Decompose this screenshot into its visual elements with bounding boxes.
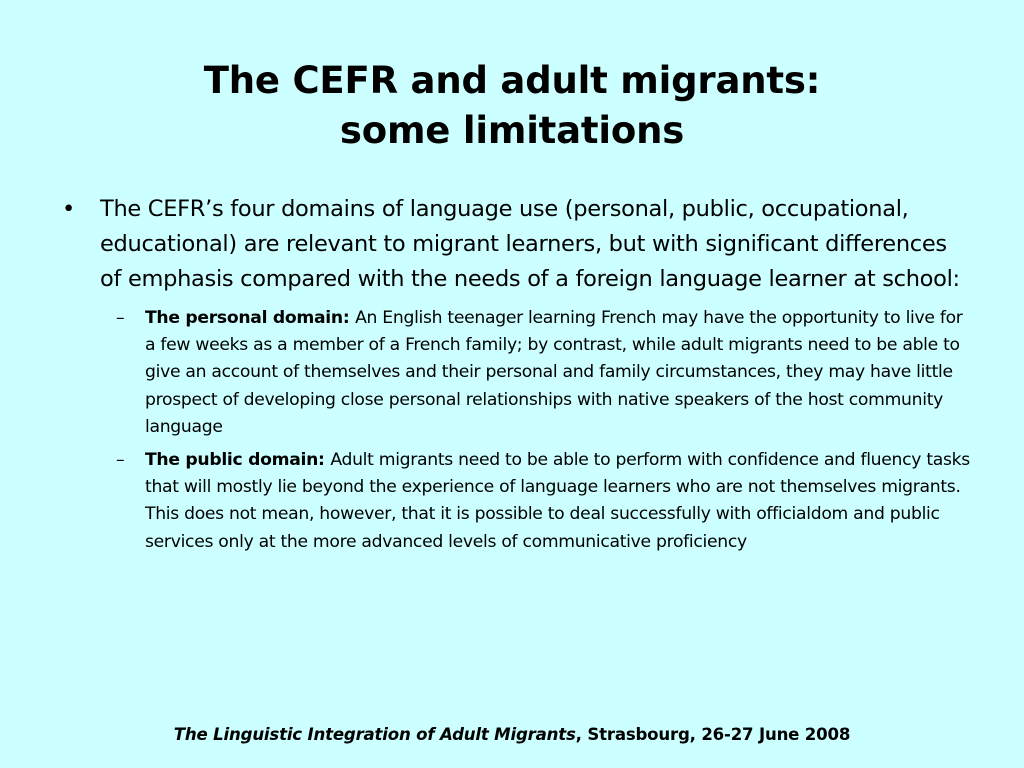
sub-bullet-heading: The public domain: [145, 450, 331, 471]
main-bullet [62, 192, 972, 297]
dash-icon: – [116, 308, 125, 328]
dash-icon: – [116, 450, 125, 471]
main-bullet-text: The CEFR’s four domains of language use (personal, public, occupational, educational) are relevant to migrant learners, but with significant differences of emphasis compared with the needs of a foreign language learner at school: [100, 196, 960, 292]
slide-title [80, 56, 944, 156]
footer-event-title: The Linguistic Integration of Adult Migrants [173, 725, 576, 744]
sub-bullet-public-domain [116, 447, 972, 556]
title-line-2: some limitations [339, 109, 685, 152]
bullet-point-icon: • [62, 196, 75, 222]
sub-bullet-text: An English teenager learning French may have the opportunity to live for a few weeks as a member of a French family; by contrast, while adult migrants need to be able to give an account of themselves and their personal and family circumstances, they may have little prospect of developing close personal relationships with native speakers of the host community language [145, 308, 963, 437]
title-line-1: The CEFR and adult migrants: [203, 59, 821, 102]
sub-bullet-personal-domain [116, 305, 972, 441]
sub-bullet-heading: The personal domain: [145, 308, 356, 328]
footer-location-date: , Strasbourg, 26-27 June 2008 [575, 725, 851, 744]
slide-footer [0, 722, 1024, 748]
sub-bullet-text: Adult migrants need to be able to perform with confidence and fluency tasks that will mostly lie beyond the experience of language learners who are not themselves migrants. This does not mean, however, that it is possible to deal successfully with officialdom and public services only at the more advanced levels of communicative proficiency [145, 450, 970, 552]
slide-body [62, 192, 972, 556]
